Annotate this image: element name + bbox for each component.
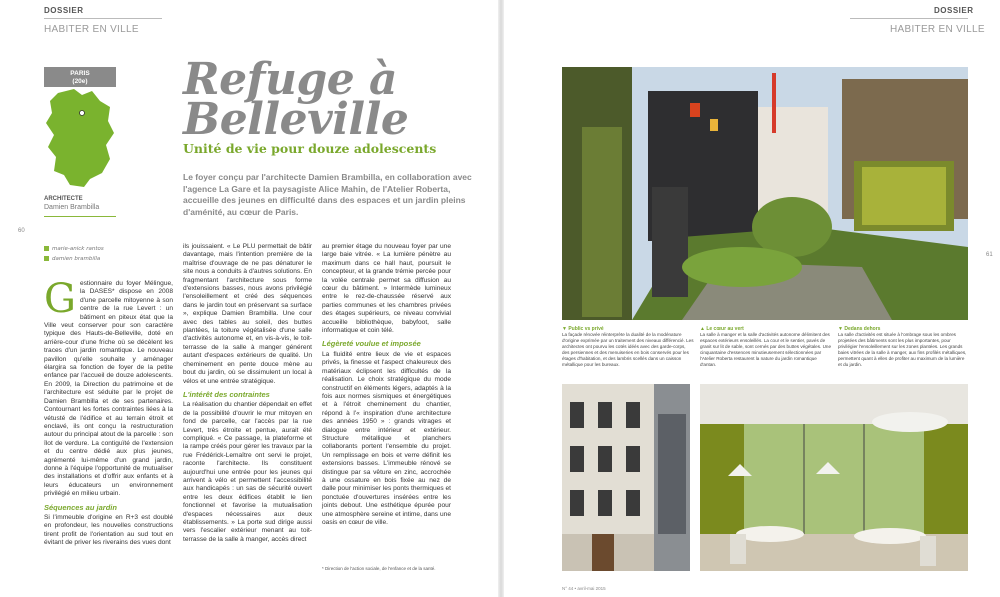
- title-line-2: Belleville: [183, 94, 409, 145]
- architect-label: ARCHITECTE: [44, 196, 83, 202]
- section-title-left: HABITER EN VILLE: [44, 24, 139, 35]
- caption-1-text: La façade rénovée réinterprète la dualité de la modénature d'origine exprimée par un traitement des niveaux différencié. Les architectes ont pourvu les cotés idéés avec des garde-corps, des persiennes et des menuiseries en bois conservés pour les étages d'habitation, et des lambris scellés dans un caisson métallique pour les bureaux.: [562, 332, 694, 367]
- credits: [44, 244, 104, 264]
- col1-heading: Séquences au jardin: [44, 502, 117, 512]
- section-title-right: HABITER EN VILLE: [890, 24, 985, 35]
- garden-photo: [562, 67, 968, 320]
- col1-paragraph-2: Si l'immeuble d'origine en R+3 est doublé en profondeur, les nouvelles constructions tirent profit de l'orientation au sud tout en évitant de priver les riverains des vues dont: [44, 513, 173, 547]
- france-map: [44, 87, 116, 190]
- location-city: PARIS: [70, 70, 90, 77]
- footnote: * Direction de l'action sociale, de l'enfance et de la santé.: [322, 566, 436, 571]
- dossier-label-left: DOSSIER: [44, 6, 84, 15]
- text-column-3: [322, 243, 451, 527]
- page-number-right: 61: [986, 252, 993, 258]
- credit-text: marie-anick rantos: [52, 246, 104, 252]
- article-title: [183, 54, 483, 145]
- caption-1: [562, 326, 694, 368]
- facade-photo: [562, 384, 690, 571]
- dining-room-photo: [700, 384, 968, 571]
- col2-heading: L'intérêt des contraintes: [183, 389, 270, 399]
- col1-paragraph-1: estionnaire du foyer Mélingue, la DASES* dispose en 2008 d'une parcelle mitoyenne à son centre de la rue Levert : un bâtiment en piteux état que la Ville veut conserver pour son caractère typique des Hauts-de-Belleville, doté en arrière-cour d'une friche où se décèlent les traces d'un jardin romantique. Le nouveau pavillon qu'elle souhaite y aménager élargira sa fonction de foyer de la petite enfance par l'accueil de douze adolescents. En 2009, la Direction du patrimoine et de l'architecture est séduite par le projet de Damien Brambilla et de ses partenaires. Contournant les fortes contraintes liées à la vétusté de l'édifice et au terrain étroit et enclavé, ils ont conçu la restructuration autour du principal atout de la parcelle : son îlot de verdure. La contiguïté de l'extension et du centre dédié aux plus jeunes, agrémenté lui-même d'un grand jardin, donne à l'équipe l'opportunité de mutualiser des installations et d'offrir aux enfants et à leurs éducateurs un environnement privilégié en milieu urbain.: [44, 280, 173, 498]
- location-district: (20e): [72, 78, 88, 85]
- dossier-label-right: DOSSIER: [934, 6, 974, 15]
- architect-name: Damien Brambilla: [44, 204, 100, 211]
- dining-room-photo-image: [700, 384, 968, 571]
- page-number-left: 60: [18, 228, 25, 234]
- location-tag: [44, 67, 116, 87]
- title-line-1: Refuge à: [183, 54, 398, 105]
- gutter: [498, 0, 504, 597]
- col3-paragraph-2: La fluidité entre lieux de vie et espaces privés, la finesse et l'aspect chaleureux des matériaux éclipsent les difficultés de la réalisation. Le choix stratégique du mode constructif en éléments légers, adaptés à la fois aux normes sismiques et énergétiques et à l'étroit cheminement du chantier, répond à l'« inspiration d'une architecture des années 1950 » : grands vitrages et dialogue entre intérieur et extérieur. Structure métallique et planchers collaborants portent l'ensemble du projet. Un remplissage en bois et verre définit les extensions basses. L'immeuble rénové se distingue par sa vêture en zinc, accrochée à une ossature en bois fixée au nez de dalle pour minimiser les ponts thermiques et ponctuée d'ouvertures insérées entre les joints debout. Une esthétique épurée pour une atmosphère sereine et intime, dans une oasis en cœur de ville.: [322, 350, 452, 526]
- france-map-icon: [44, 87, 116, 190]
- caption-1-title: ▼ Public vs privé: [562, 326, 604, 332]
- caption-3-title: ▼ Dedans dehors: [838, 326, 881, 332]
- caption-3-text: La salle d'activités est située à l'ombrage sous les ombres projetées des bâtiments sont les plus importantes, pour privilégier l'ensoleillement sur les zones plantées. Les grands baies vitrées de la salle à manger, aux fins profilés métalliques, permettent quant à elles de profiter au maximum de la lumière et du jardin.: [838, 332, 967, 367]
- credit-photo: damien brambilla: [52, 256, 101, 262]
- col3-paragraph-1: au premier étage du nouveau foyer par une large baie vitrée. « La lumière pénètre au maximum dans ce hall haut, poursuit le concepteur, et la grande trémie percée pour la volée centrale permet sa diffusion au cœur du bâtiment. » Intermède lumineux entre le rez-de-chaussée réservé aux parties communes et les chambres privées des étages supérieurs, ce niveau convivial accueille bibliothèque, babyfoot, salle informatique et coin télé.: [322, 243, 451, 335]
- caption-2-title: ▲ Le cœur au vert: [700, 326, 744, 332]
- article-lede: Le foyer conçu par l'architecte Damien Brambilla, en collaboration avec l'agence La Gare et la paysagiste Alice Mahin, de l'Atelier Roberta, accueille des jeunes en difficulté dans des espaces et un jardin pleins d'aménité, au cœur de Paris.: [183, 172, 472, 217]
- col2-paragraph-1: ils jouissaient. « Le PLU permettait de bâtir davantage, mais l'intention première de la maîtrise d'ouvrage de ne pas dénaturer le site nous a conduits à d'autres solutions. En fragmentant l'architecture sous forme d'extensions basses, nous avons privilégié l'ensoleillement et créé des séquences dans le jardin tout en préservant sa surface », explique Damien Brambilla. Une cour avec des tables au soleil, des buttes plantées, la toiture végétalisée d'une salle d'activités autonome et, en vis-à-vis, le toit-terrasse de la salle à manger générent autant d'espaces extérieurs de qualité. Un cheminement en pente douce mène au bout du jardin, où se dissimulent un local à vélos et une entrée stratégique.: [183, 243, 312, 385]
- col2-paragraph-2: La réalisation du chantier dépendait en effet de la possibilité d'ouvrir le mur mitoyen en fond de parcelle, car l'accès par la rue Levert, très étroite et pentue, aurait été compliqué. « Ce passage, la plateforme et la rampe créés pour gérer les travaux par la rue Frédérick-Lemaître ont servi le projet, raconte l'architecte. Ils constituent aujourd'hui une entrée pour les jeunes qui arrivent à vélo et permettent l'accessibilité aux handicapés : un sas de sécurité ouvert entre les deux édifices établit le lien fonctionnel et favorise la mutualisation d'espaces nécessaires aux deux établissements. » La porte sud dirige aussi vers l'escalier extérieur menant au toit-terrasse de la salle à manger, accès direct: [183, 401, 312, 543]
- text-column-2: [183, 243, 312, 544]
- caption-2-text: La salle à manger et la salle d'activités autonome délimitent des espaces extérieurs ensoleillés. La cour et le sentier, pavés de granit sur lit de sable, sont cernés par des buttes végétales. Une cinquantaine d'essences minutieusement sélectionnées par l'Atelier Roberta restaurent la nature du jardin romantique d'antan.: [700, 332, 831, 367]
- facade-photo-image: [562, 384, 690, 571]
- pen-icon: [44, 246, 49, 251]
- article-subtitle: Unité de vie pour douze adolescents: [183, 141, 437, 156]
- dropcap: G: [44, 276, 76, 322]
- sidebar-rule: [44, 216, 116, 217]
- text-column-1: [44, 276, 173, 548]
- header-rule-left: [44, 18, 162, 19]
- caption-3: [838, 326, 968, 368]
- camera-icon: [44, 256, 49, 261]
- col3-heading: Légèreté voulue et imposée: [322, 339, 421, 349]
- garden-photo-image: [562, 67, 968, 320]
- caption-2: [700, 326, 832, 368]
- footer-right: N° 44 • avril-mai 2015: [562, 586, 606, 591]
- header-rule-right: [850, 18, 968, 19]
